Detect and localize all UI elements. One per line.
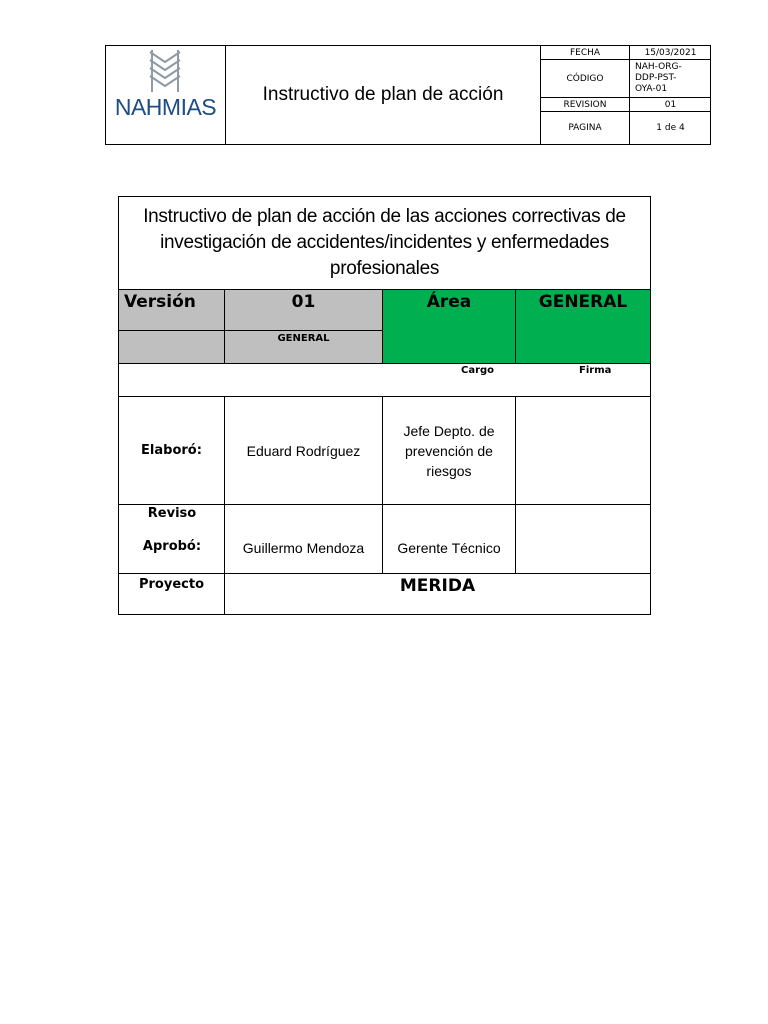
area-value: GENERAL: [516, 290, 650, 364]
revision-value: 01: [664, 99, 677, 110]
meta-fecha-row: [541, 46, 710, 60]
table-title: [119, 197, 650, 290]
meta-pagina-row: [541, 112, 710, 144]
codigo-label: CÓDIGO: [541, 60, 630, 97]
revision-label: REVISION: [541, 98, 630, 111]
codigo-line: DDP-PST-: [635, 73, 677, 83]
logo-emblem-icon: [142, 48, 188, 94]
aprobo-cargo: Gerente Técnico: [397, 540, 501, 556]
elaboro-cargo-line: prevención de: [405, 442, 493, 459]
elaboro-cargo: [383, 397, 516, 505]
cargo-firma-row: [119, 364, 650, 397]
aprobo-cargo-cell: [383, 505, 516, 574]
empty-gray-cell: [119, 331, 225, 364]
elaboro-firma: [516, 397, 650, 505]
codigo-value: [631, 60, 714, 97]
company-logo: [106, 46, 226, 144]
version-value: 01: [225, 290, 383, 331]
table-title-line: Instructivo de plan de acción de las acciones correctivas de: [143, 206, 626, 227]
codigo-line: OYA-01: [635, 84, 668, 94]
codigo-line: NAH-ORG-: [635, 62, 682, 72]
aprobo-name-cell: [225, 505, 383, 574]
proyecto-value: MERIDA: [399, 576, 476, 596]
firma-label: Firma: [579, 365, 612, 376]
fecha-value: 15/03/2021: [644, 47, 697, 58]
table-title-line: investigación de accidentes/incidentes y enfermedades: [160, 232, 609, 253]
document-metadata: [541, 46, 710, 144]
version-label: Versión: [119, 290, 225, 331]
table-title-line: profesionales: [329, 258, 440, 279]
reviso-label: Reviso: [147, 506, 197, 521]
reviso-aprobo-labels: [119, 505, 225, 574]
meta-codigo-row: [541, 60, 710, 98]
pagina-label: PAGINA: [541, 112, 630, 144]
plan-table: [118, 196, 651, 615]
header-title: Instructivo de plan de acción: [226, 46, 541, 144]
proyecto-label: Proyecto: [119, 574, 225, 614]
aprobo-firma: [516, 505, 650, 574]
aprobo-label: Aprobó:: [142, 539, 202, 554]
elaboro-label: Elaboró:: [119, 397, 225, 505]
pagina-value: 1 de 4: [656, 123, 685, 133]
logo-text: NAHMIAS: [114, 94, 217, 120]
fecha-label: FECHA: [541, 46, 630, 59]
area-label: Área: [383, 290, 516, 364]
elaboro-cargo-line: riesgos: [426, 462, 472, 479]
aprobo-name: Guillermo Mendoza: [242, 540, 365, 556]
meta-revision-row: [541, 98, 710, 112]
elaboro-name: Eduard Rodríguez: [225, 397, 383, 505]
document-header: [105, 45, 711, 145]
cargo-label: Cargo: [461, 365, 495, 376]
elaboro-cargo-line: Jefe Depto. de: [403, 422, 495, 439]
version-sub-value: GENERAL: [225, 331, 383, 364]
